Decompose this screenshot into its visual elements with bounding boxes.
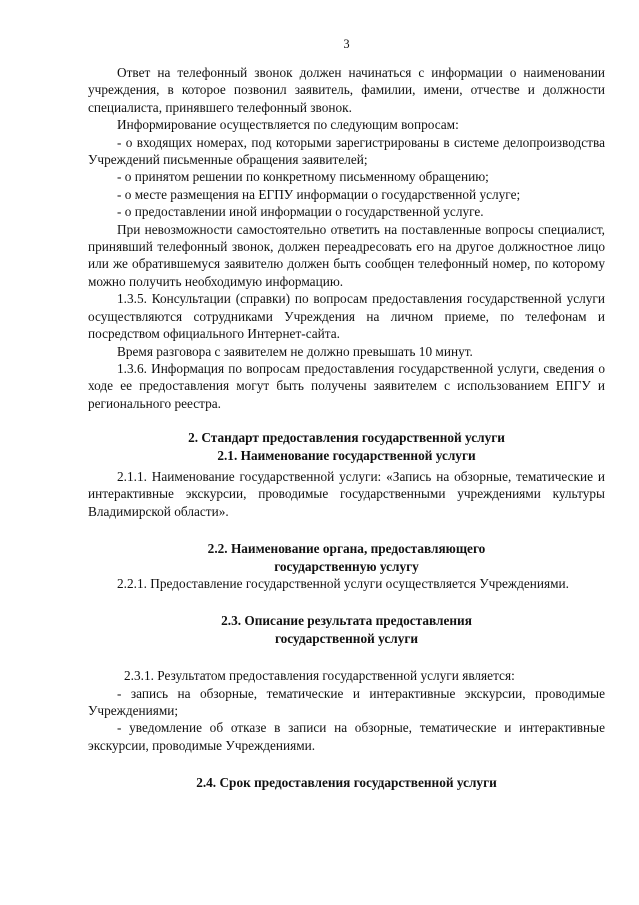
section-2-4-heading: 2.4. Срок предоставления государственной услуги xyxy=(196,775,497,791)
section-2-3-heading-line1: 2.3. Описание результата предоставления xyxy=(221,613,472,629)
paragraph-2-3-1: 2.3.1. Результатом предоставления государственной услуги является: xyxy=(124,668,515,684)
paragraph-2-1-1: 2.1.1. Наименование государственной услуги: «Запись на обзорные, тематические и интерактивные экскурсии, проводимые государственными учреждениями культуры Владимирской области». xyxy=(88,468,605,519)
section-2-3-heading-line2: государственной услуги xyxy=(274,630,419,646)
section-2-heading: 2. Стандарт предоставления государственной услуги xyxy=(188,430,505,446)
section-2-2-heading-line1: 2.2. Наименование органа, предоставляющего xyxy=(207,541,486,557)
list-item-egpu-location: - о месте размещения на ЕГПУ информации о государственной услуге; xyxy=(117,186,521,202)
list-item-incoming-numbers: - о входящих номерах, под которыми зарегистрированы в системе делопроизводства Учреждений письменные обращения заявителей; xyxy=(88,134,605,168)
paragraph-call-answer: Ответ на телефонный звонок должен начинаться с информации о наименовании учреждения, в которое позвонил заявитель, фамилии, имени, отчестве и должности специалиста, принявшего телефонный звонок. xyxy=(88,65,605,115)
section-2-2-heading-line2: государственную услугу xyxy=(274,558,419,574)
paragraph-informing-topics: Информирование осуществляется по следующим вопросам: xyxy=(117,117,459,133)
document-page xyxy=(88,36,605,792)
list-item-other-info: - о предоставлении иной информации о государственной услуге. xyxy=(117,204,484,220)
list-item-result-record: - запись на обзорные, тематические и интерактивные экскурсии, проводимые Учреждениями; xyxy=(88,685,605,718)
list-item-decision: - о принятом решении по конкретному письменному обращению; xyxy=(117,169,489,185)
paragraph-conversation-time: Время разговора с заявителем не должно превышать 10 минут. xyxy=(117,343,473,359)
paragraph-redirect: При невозможности самостоятельно ответить на поставленные вопросы специалист, принявший телефонный звонок, должен переадресовать его на другое должностное лицо или же обратившемуся заявителю должен быть сообщен телефонный номер, по которому можно получить необходимую информацию. xyxy=(88,221,605,289)
section-2-1-heading: 2.1. Наименование государственной услуги xyxy=(217,447,476,463)
list-item-result-refusal: - уведомление об отказе в записи на обзорные, тематические и интерактивные экскурсии, проводимые Учреждениями. xyxy=(88,720,605,753)
page-number: 3 xyxy=(343,37,350,51)
paragraph-1-3-5: 1.3.5. Консультации (справки) по вопросам предоставления государственной услуги осуществляются сотрудниками Учреждения на личном приеме, по телефонам и посредством официального Интернет-сайта. xyxy=(88,291,605,342)
paragraph-2-2-1: 2.2.1. Предоставление государственной услуги осуществляется Учреждениями. xyxy=(117,575,569,591)
paragraph-1-3-6: 1.3.6. Информация по вопросам предоставления государственной услуги, сведения о ходе ее предоставления могут быть получены заявителем с использованием ЕПГУ и регионального реестра. xyxy=(88,360,605,411)
